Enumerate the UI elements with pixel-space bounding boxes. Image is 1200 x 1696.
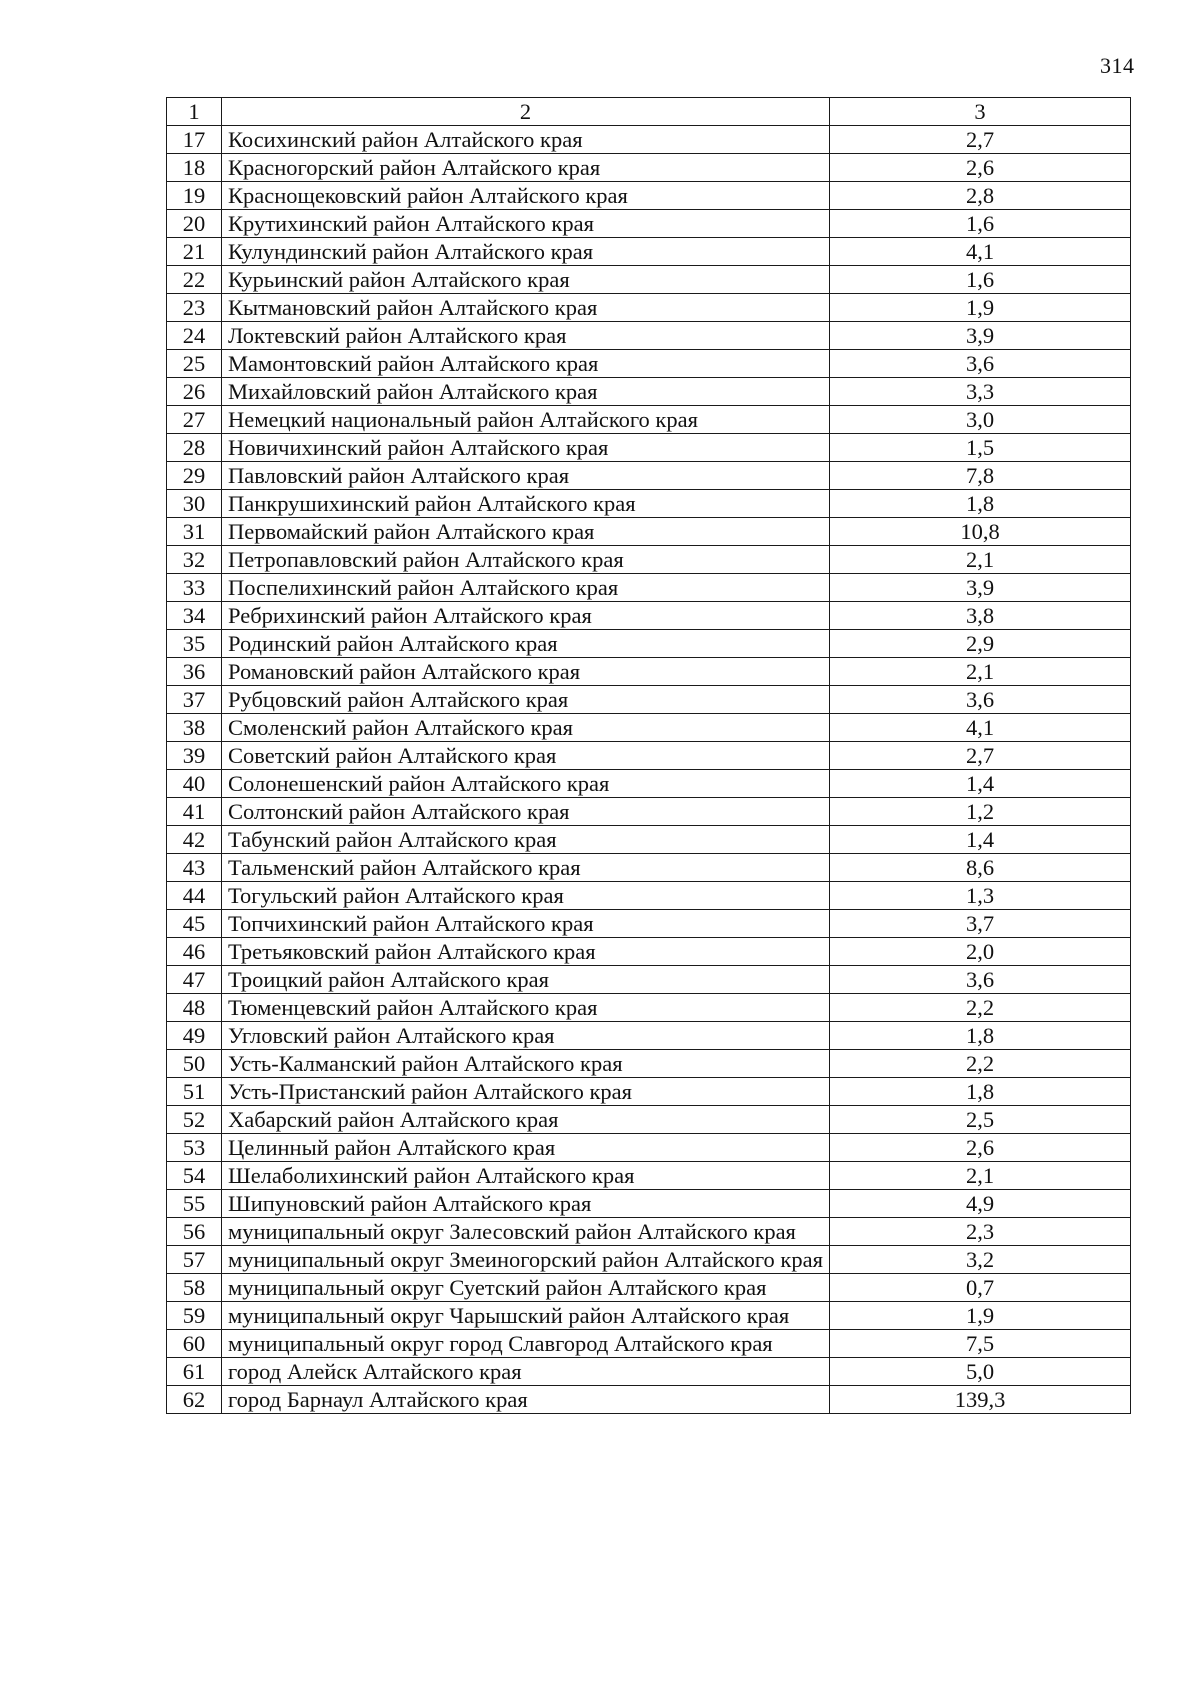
- row-value: 2,3: [830, 1218, 1131, 1246]
- table-row: [167, 1190, 1131, 1218]
- row-value: 1,9: [830, 1302, 1131, 1330]
- row-number: 46: [167, 938, 222, 966]
- row-number: 33: [167, 574, 222, 602]
- row-value: 3,9: [830, 322, 1131, 350]
- row-number: 39: [167, 742, 222, 770]
- row-value: 1,4: [830, 826, 1131, 854]
- row-number: 35: [167, 630, 222, 658]
- table-row: [167, 1358, 1131, 1386]
- table-row: [167, 350, 1131, 378]
- row-municipality-name: город Алейск Алтайского края: [222, 1358, 830, 1386]
- table-row: [167, 798, 1131, 826]
- row-number: 21: [167, 238, 222, 266]
- row-number: 17: [167, 126, 222, 154]
- row-value: 3,6: [830, 350, 1131, 378]
- row-municipality-name: Косихинский район Алтайского края: [222, 126, 830, 154]
- row-value: 2,0: [830, 938, 1131, 966]
- row-municipality-name: Первомайский район Алтайского края: [222, 518, 830, 546]
- row-number: 20: [167, 210, 222, 238]
- table-row: [167, 1106, 1131, 1134]
- row-number: 25: [167, 350, 222, 378]
- row-number: 34: [167, 602, 222, 630]
- row-value: 3,6: [830, 686, 1131, 714]
- row-number: 57: [167, 1246, 222, 1274]
- row-number: 31: [167, 518, 222, 546]
- table-row: [167, 630, 1131, 658]
- row-municipality-name: Шипуновский район Алтайского края: [222, 1190, 830, 1218]
- table-row: [167, 490, 1131, 518]
- row-municipality-name: Целинный район Алтайского края: [222, 1134, 830, 1162]
- column-header-number: 1: [167, 98, 222, 126]
- row-number: 40: [167, 770, 222, 798]
- row-number: 56: [167, 1218, 222, 1246]
- row-value: 2,6: [830, 1134, 1131, 1162]
- row-municipality-name: Родинский район Алтайского края: [222, 630, 830, 658]
- row-value: 3,3: [830, 378, 1131, 406]
- row-number: 37: [167, 686, 222, 714]
- table-row: [167, 994, 1131, 1022]
- row-number: 28: [167, 434, 222, 462]
- row-municipality-name: Тюменцевский район Алтайского края: [222, 994, 830, 1022]
- row-number: 41: [167, 798, 222, 826]
- table-row: [167, 126, 1131, 154]
- row-number: 19: [167, 182, 222, 210]
- row-value: 1,9: [830, 294, 1131, 322]
- table-row: [167, 238, 1131, 266]
- row-value: 2,6: [830, 154, 1131, 182]
- row-municipality-name: муниципальный округ Змеиногорский район Алтайского края: [222, 1246, 830, 1274]
- table-row: [167, 574, 1131, 602]
- table-row: [167, 434, 1131, 462]
- row-number: 24: [167, 322, 222, 350]
- table-row: [167, 1218, 1131, 1246]
- row-municipality-name: Курьинский район Алтайского края: [222, 266, 830, 294]
- table-row: [167, 1302, 1131, 1330]
- row-municipality-name: Кытмановский район Алтайского края: [222, 294, 830, 322]
- table-row: [167, 938, 1131, 966]
- row-municipality-name: Угловский район Алтайского края: [222, 1022, 830, 1050]
- row-number: 49: [167, 1022, 222, 1050]
- column-header-value: 3: [830, 98, 1131, 126]
- row-number: 52: [167, 1106, 222, 1134]
- table-row: [167, 1022, 1131, 1050]
- row-number: 26: [167, 378, 222, 406]
- table-row: [167, 1134, 1131, 1162]
- row-municipality-name: Крутихинский район Алтайского края: [222, 210, 830, 238]
- row-municipality-name: Петропавловский район Алтайского края: [222, 546, 830, 574]
- row-municipality-name: Панкрушихинский район Алтайского края: [222, 490, 830, 518]
- table-row: [167, 742, 1131, 770]
- row-municipality-name: Советский район Алтайского края: [222, 742, 830, 770]
- row-number: 30: [167, 490, 222, 518]
- table-row: [167, 1330, 1131, 1358]
- table-row: [167, 966, 1131, 994]
- table-row: [167, 1386, 1131, 1414]
- row-municipality-name: Красногорский район Алтайского края: [222, 154, 830, 182]
- row-number: 59: [167, 1302, 222, 1330]
- row-number: 36: [167, 658, 222, 686]
- row-value: 2,7: [830, 742, 1131, 770]
- row-value: 10,8: [830, 518, 1131, 546]
- row-value: 2,1: [830, 658, 1131, 686]
- table-row: [167, 658, 1131, 686]
- table-row: [167, 910, 1131, 938]
- row-value: 3,9: [830, 574, 1131, 602]
- table-row: [167, 210, 1131, 238]
- row-number: 47: [167, 966, 222, 994]
- row-value: 8,6: [830, 854, 1131, 882]
- row-municipality-name: Третьяковский район Алтайского края: [222, 938, 830, 966]
- row-value: 1,2: [830, 798, 1131, 826]
- row-municipality-name: Хабарский район Алтайского края: [222, 1106, 830, 1134]
- table-row: [167, 602, 1131, 630]
- row-value: 1,3: [830, 882, 1131, 910]
- row-value: 1,4: [830, 770, 1131, 798]
- row-number: 23: [167, 294, 222, 322]
- row-number: 18: [167, 154, 222, 182]
- row-number: 60: [167, 1330, 222, 1358]
- table-row: [167, 686, 1131, 714]
- row-municipality-name: Усть-Калманский район Алтайского края: [222, 1050, 830, 1078]
- row-value: 2,2: [830, 1050, 1131, 1078]
- row-number: 32: [167, 546, 222, 574]
- row-municipality-name: Локтевский район Алтайского края: [222, 322, 830, 350]
- row-municipality-name: Краснощековский район Алтайского края: [222, 182, 830, 210]
- table-row: [167, 1078, 1131, 1106]
- row-municipality-name: Рубцовский район Алтайского края: [222, 686, 830, 714]
- table-body: [167, 126, 1131, 1414]
- row-value: 1,6: [830, 266, 1131, 294]
- row-number: 55: [167, 1190, 222, 1218]
- page-number: 314: [1100, 53, 1135, 78]
- table-row: [167, 406, 1131, 434]
- row-value: 3,7: [830, 910, 1131, 938]
- row-municipality-name: Кулундинский район Алтайского края: [222, 238, 830, 266]
- row-value: 2,8: [830, 182, 1131, 210]
- row-municipality-name: муниципальный округ Залесовский район Алтайского края: [222, 1218, 830, 1246]
- row-number: 51: [167, 1078, 222, 1106]
- row-value: 1,6: [830, 210, 1131, 238]
- row-municipality-name: Солтонский район Алтайского края: [222, 798, 830, 826]
- row-value: 2,7: [830, 126, 1131, 154]
- row-municipality-name: Михайловский район Алтайского края: [222, 378, 830, 406]
- table-row: [167, 714, 1131, 742]
- row-municipality-name: Тогульский район Алтайского края: [222, 882, 830, 910]
- row-municipality-name: Троицкий район Алтайского края: [222, 966, 830, 994]
- row-value: 3,2: [830, 1246, 1131, 1274]
- row-number: 44: [167, 882, 222, 910]
- table-row: [167, 294, 1131, 322]
- row-value: 1,8: [830, 1022, 1131, 1050]
- table-row: [167, 1274, 1131, 1302]
- row-number: 48: [167, 994, 222, 1022]
- row-municipality-name: Усть-Пристанский район Алтайского края: [222, 1078, 830, 1106]
- row-number: 27: [167, 406, 222, 434]
- row-municipality-name: Мамонтовский район Алтайского края: [222, 350, 830, 378]
- table-row: [167, 770, 1131, 798]
- table-row: [167, 1050, 1131, 1078]
- row-number: 43: [167, 854, 222, 882]
- row-number: 50: [167, 1050, 222, 1078]
- row-value: 1,8: [830, 1078, 1131, 1106]
- table-row: [167, 1162, 1131, 1190]
- row-municipality-name: Поспелихинский район Алтайского края: [222, 574, 830, 602]
- table-row: [167, 322, 1131, 350]
- row-value: 7,5: [830, 1330, 1131, 1358]
- table-row: [167, 854, 1131, 882]
- row-value: 0,7: [830, 1274, 1131, 1302]
- row-value: 4,1: [830, 714, 1131, 742]
- row-number: 22: [167, 266, 222, 294]
- row-value: 4,9: [830, 1190, 1131, 1218]
- row-municipality-name: Шелаболихинский район Алтайского края: [222, 1162, 830, 1190]
- row-value: 2,9: [830, 630, 1131, 658]
- table-row: [167, 182, 1131, 210]
- table-row: [167, 546, 1131, 574]
- table-row: [167, 1246, 1131, 1274]
- row-number: 45: [167, 910, 222, 938]
- table-row: [167, 462, 1131, 490]
- row-municipality-name: Солонешенский район Алтайского края: [222, 770, 830, 798]
- table-header-row: [167, 98, 1131, 126]
- row-value: 7,8: [830, 462, 1131, 490]
- row-number: 62: [167, 1386, 222, 1414]
- row-value: 2,1: [830, 546, 1131, 574]
- row-number: 58: [167, 1274, 222, 1302]
- row-municipality-name: Ребрихинский район Алтайского края: [222, 602, 830, 630]
- row-municipality-name: Тальменский район Алтайского края: [222, 854, 830, 882]
- row-value: 3,8: [830, 602, 1131, 630]
- row-number: 42: [167, 826, 222, 854]
- table-row: [167, 826, 1131, 854]
- row-number: 53: [167, 1134, 222, 1162]
- table-row: [167, 882, 1131, 910]
- column-header-name: 2: [222, 98, 830, 126]
- row-value: 2,5: [830, 1106, 1131, 1134]
- row-municipality-name: муниципальный округ город Славгород Алтайского края: [222, 1330, 830, 1358]
- row-municipality-name: Топчихинский район Алтайского края: [222, 910, 830, 938]
- row-municipality-name: Смоленский район Алтайского края: [222, 714, 830, 742]
- row-value: 3,0: [830, 406, 1131, 434]
- row-municipality-name: муниципальный округ Суетский район Алтайского края: [222, 1274, 830, 1302]
- row-value: 1,5: [830, 434, 1131, 462]
- table-row: [167, 518, 1131, 546]
- row-municipality-name: Табунский район Алтайского края: [222, 826, 830, 854]
- row-number: 38: [167, 714, 222, 742]
- row-number: 29: [167, 462, 222, 490]
- row-value: 2,2: [830, 994, 1131, 1022]
- row-municipality-name: Новичихинский район Алтайского края: [222, 434, 830, 462]
- table-row: [167, 154, 1131, 182]
- row-value: 4,1: [830, 238, 1131, 266]
- row-value: 139,3: [830, 1386, 1131, 1414]
- row-value: 3,6: [830, 966, 1131, 994]
- row-value: 1,8: [830, 490, 1131, 518]
- row-value: 2,1: [830, 1162, 1131, 1190]
- row-number: 54: [167, 1162, 222, 1190]
- table-row: [167, 266, 1131, 294]
- row-number: 61: [167, 1358, 222, 1386]
- row-municipality-name: город Барнаул Алтайского края: [222, 1386, 830, 1414]
- row-value: 5,0: [830, 1358, 1131, 1386]
- data-table: [166, 97, 1131, 1414]
- row-municipality-name: Немецкий национальный район Алтайского края: [222, 406, 830, 434]
- table-row: [167, 378, 1131, 406]
- row-municipality-name: муниципальный округ Чарышский район Алтайского края: [222, 1302, 830, 1330]
- row-municipality-name: Романовский район Алтайского края: [222, 658, 830, 686]
- row-municipality-name: Павловский район Алтайского края: [222, 462, 830, 490]
